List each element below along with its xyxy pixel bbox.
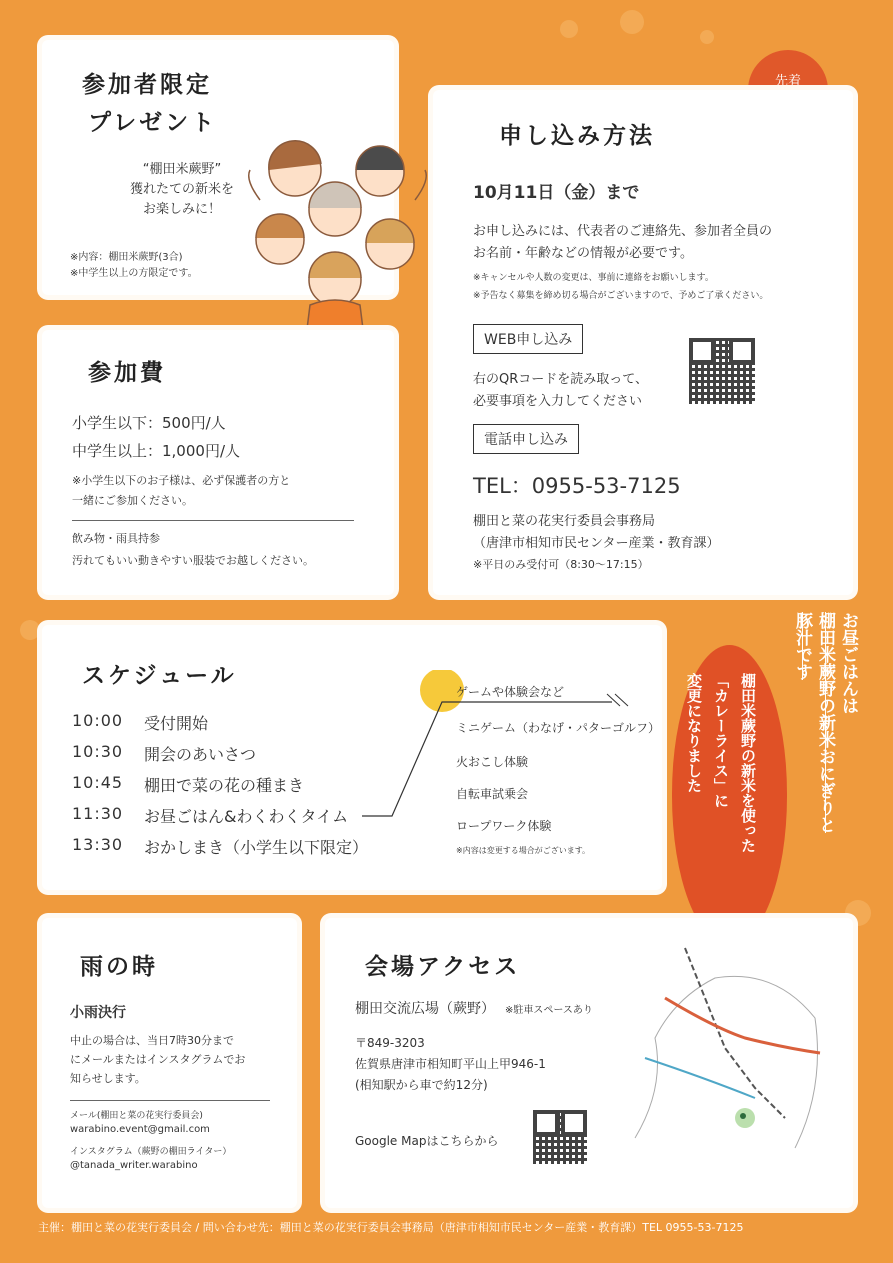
- lunch-new-3: 変更になりました: [685, 673, 703, 793]
- mail-label: メール(棚田と菜の花実行委員会): [70, 1111, 203, 1121]
- present-desc-2: 獲れたての新米を: [129, 182, 234, 197]
- lunch-new-notice: [680, 673, 761, 923]
- apply-title: 申し込み方法: [489, 115, 665, 152]
- apply-hours: ※平日のみ受付可（8:30〜17:15）: [473, 558, 649, 571]
- apply-org-2: （唐津市相知市民センター産業・教育課）: [473, 536, 720, 551]
- access-panel: [325, 918, 853, 1208]
- schedule-time: 10:30: [72, 742, 124, 761]
- present-desc-3: お楽しみに！: [142, 202, 221, 217]
- apply-note-1: ※キャンセルや人数の変更は、事前に連絡をお願いします。: [473, 273, 714, 283]
- schedule-panel: [42, 625, 662, 890]
- fee-line-2: 中学生以上：1,000円/人: [72, 442, 240, 460]
- access-address-1: 〒849-3203: [355, 1036, 425, 1050]
- access-title: 会場アクセス: [355, 946, 530, 983]
- footer-text: 主催：棚田と菜の花実行委員会 / 問い合わせ先：棚田と菜の花実行委員会事務局（唐津市相知市民センター産業・教育課）TEL 0955-53-7125: [38, 1221, 744, 1234]
- decor-dot: [560, 20, 578, 38]
- tel-apply-label: 電話申し込み: [473, 424, 579, 454]
- present-note-1: ※内容：棚田米蕨野(3合): [70, 252, 183, 263]
- apply-panel: [433, 90, 853, 595]
- fee-bring-2: 汚れてもいい動きやすい服装でお越しください。: [72, 554, 314, 567]
- rain-body-2: にメールまたはインスタグラムでお: [70, 1053, 246, 1066]
- google-map-link[interactable]: Google Mapはこちらから: [355, 1134, 499, 1148]
- apply-body-1: お申し込みには、代表者のご連絡先、参加者全員の: [473, 224, 773, 239]
- rain-title: 雨の時: [70, 946, 168, 983]
- present-title-2: プレゼント: [78, 102, 227, 139]
- decor-dot: [700, 30, 714, 44]
- lunch-new-1: 棚田米蕨野の新米を使った: [739, 673, 757, 853]
- schedule-time: 10:45: [72, 773, 124, 792]
- activities-head: ゲームや体験会など: [456, 685, 565, 699]
- mail-address[interactable]: warabino.event@gmail.com: [70, 1124, 210, 1135]
- access-map: [625, 938, 835, 1178]
- access-address-3: (相知駅から車で約12分): [355, 1078, 488, 1092]
- access-parking: ※駐車スペースあり: [505, 1005, 593, 1016]
- activity-item: ミニゲーム（わなげ・パターゴルフ）: [456, 721, 661, 735]
- lunch-old-2: 棚田米蕨野の新米おにぎりと: [815, 612, 835, 833]
- present-note-2: ※中学生以上の方限定です。: [70, 268, 198, 279]
- fee-line-1: 小学生以下：500円/人: [72, 414, 226, 432]
- schedule-text: 棚田で菜の花の種まき: [144, 776, 305, 795]
- fee-divider: [72, 520, 354, 521]
- lunch-old-notice: [790, 612, 859, 892]
- schedule-text: おかしまき（小学生以下限定）: [144, 838, 369, 857]
- apply-body-2: お名前・年齢などの情報が必要です。: [473, 246, 693, 261]
- rain-body-1: 中止の場合は、当日7時30分まで: [70, 1034, 234, 1047]
- decor-dot: [620, 10, 644, 34]
- map-qr-code[interactable]: [533, 1110, 587, 1164]
- access-venue: 棚田交流広場（蕨野）: [355, 1001, 495, 1017]
- web-apply-text-1: 右のQRコードを読み取って、: [473, 372, 649, 387]
- apply-deadline: 10月11日（金）まで: [473, 183, 640, 203]
- apply-org-1: 棚田と菜の花実行委員会事務局: [473, 514, 656, 529]
- schedule-text: 開会のあいさつ: [144, 745, 257, 764]
- activity-item: 自転車試乗会: [456, 787, 529, 801]
- activity-item: ロープワーク体験: [456, 819, 552, 833]
- rain-head: 小雨決行: [70, 1005, 126, 1021]
- fee-note-2: 一緒にご参加ください。: [72, 494, 193, 507]
- rain-divider: [70, 1100, 270, 1101]
- children-illustration: [240, 130, 440, 355]
- insta-label: インスタグラム（蕨野の棚田ライター）: [70, 1147, 232, 1157]
- activities-note: ※内容は変更する場合がございます。: [456, 846, 591, 855]
- schedule-title: スケジュール: [72, 655, 247, 692]
- apply-note-2: ※予告なく募集を締め切る場合がございますので、予めご了承ください。: [473, 291, 769, 301]
- decor-dot: [20, 620, 40, 640]
- lunch-old-1: お昼ごはんは: [838, 612, 858, 714]
- badge-line-1: 先着: [774, 74, 801, 89]
- present-desc-1: “棚田米蕨野”: [142, 162, 222, 177]
- insta-account[interactable]: @tanada_writer.warabino: [70, 1160, 198, 1171]
- schedule-time: 13:30: [72, 835, 124, 854]
- fee-panel: [42, 330, 394, 595]
- fee-title: 参加費: [78, 352, 176, 389]
- access-address-2: 佐賀県唐津市相知町平山上甲946-1: [355, 1057, 546, 1071]
- schedule-time: 11:30: [72, 804, 124, 823]
- apply-qr-code[interactable]: [689, 338, 755, 404]
- web-apply-label: WEB申し込み: [473, 324, 583, 354]
- rain-panel: [42, 918, 297, 1208]
- present-title-1: 参加者限定: [72, 64, 222, 101]
- fee-bring-1: 飲み物・雨具持参: [72, 532, 160, 545]
- schedule-time: 10:00: [72, 711, 124, 730]
- schedule-text: お昼ごはん&わくわくタイム: [144, 807, 349, 826]
- schedule-text: 受付開始: [144, 714, 209, 733]
- rain-body-3: 知らせします。: [70, 1072, 146, 1085]
- web-apply-text-2: 必要事項を入力してください: [473, 394, 643, 409]
- apply-tel[interactable]: TEL：0955-53-7125: [473, 474, 681, 498]
- lunch-old-3: 豚汁です: [792, 612, 812, 680]
- lunch-new-2: 「カレーライス」に: [712, 673, 730, 808]
- fee-note-1: ※小学生以下のお子様は、必ず保護者の方と: [72, 474, 291, 487]
- lunch-new-oval: [672, 645, 787, 945]
- activity-item: 火おこし体験: [456, 755, 529, 769]
